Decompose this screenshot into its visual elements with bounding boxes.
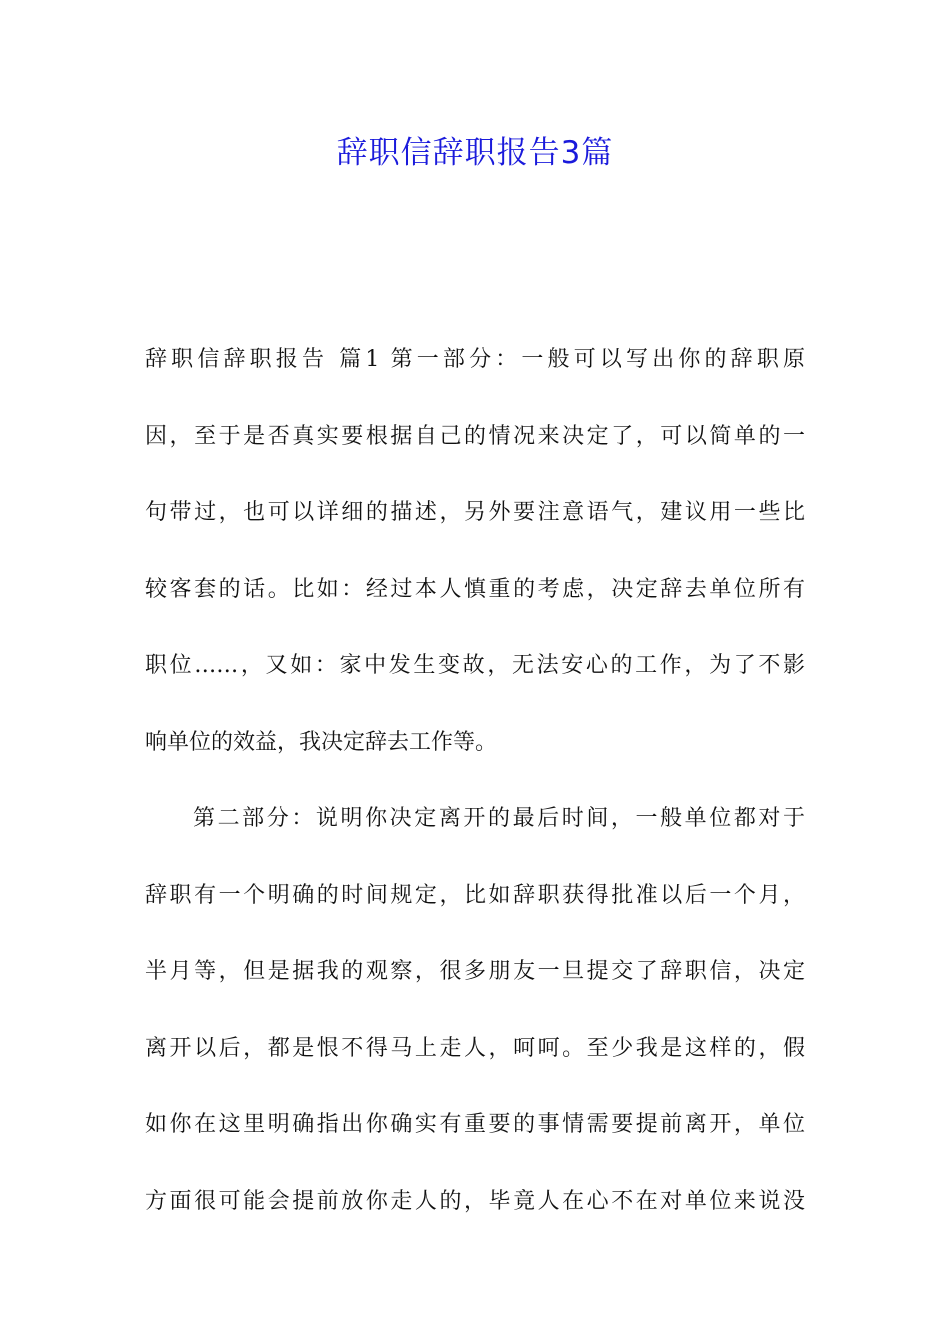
paragraph-line: 辞职有一个明确的时间规定，比如辞职获得批准以后一个月，	[145, 882, 805, 908]
paragraph-line: 离开以后，都是恨不得马上走人，呵呵。至少我是这样的，假	[145, 1035, 805, 1061]
paragraph-line: 职位……，又如：家中发生变故，无法安心的工作，为了不影	[145, 653, 805, 678]
paragraph-line: 方面很可能会提前放你走人的，毕竟人在心不在对单位来说没	[145, 1188, 805, 1214]
paragraph-line: 辞职信辞职报告 篇1 第一部分：一般可以写出你的辞职原	[145, 347, 805, 372]
paragraph-line: 较客套的话。比如：经过本人慎重的考虑，决定辞去单位所有	[145, 576, 805, 602]
document-body	[145, 335, 805, 1253]
paragraph-line: 响单位的效益，我决定辞去工作等。	[145, 729, 498, 755]
paragraph-1	[145, 335, 805, 768]
paragraph-line: 句带过，也可以详细的描述，另外要注意语气，建议用一些比	[145, 500, 805, 525]
document-title: 辞职信辞职报告3篇	[336, 135, 614, 171]
paragraph-line: 第二部分：说明你决定离开的最后时间，一般单位都对于	[193, 806, 805, 831]
paragraph-2	[145, 794, 805, 1227]
paragraph-line: 如你在这里明确指出你确实有重要的事情需要提前离开，单位	[145, 1112, 805, 1137]
paragraph-line: 因，至于是否真实要根据自己的情况来决定了，可以简单的一	[145, 423, 805, 449]
paragraph-line: 半月等，但是据我的观察，很多朋友一旦提交了辞职信，决定	[145, 959, 805, 984]
